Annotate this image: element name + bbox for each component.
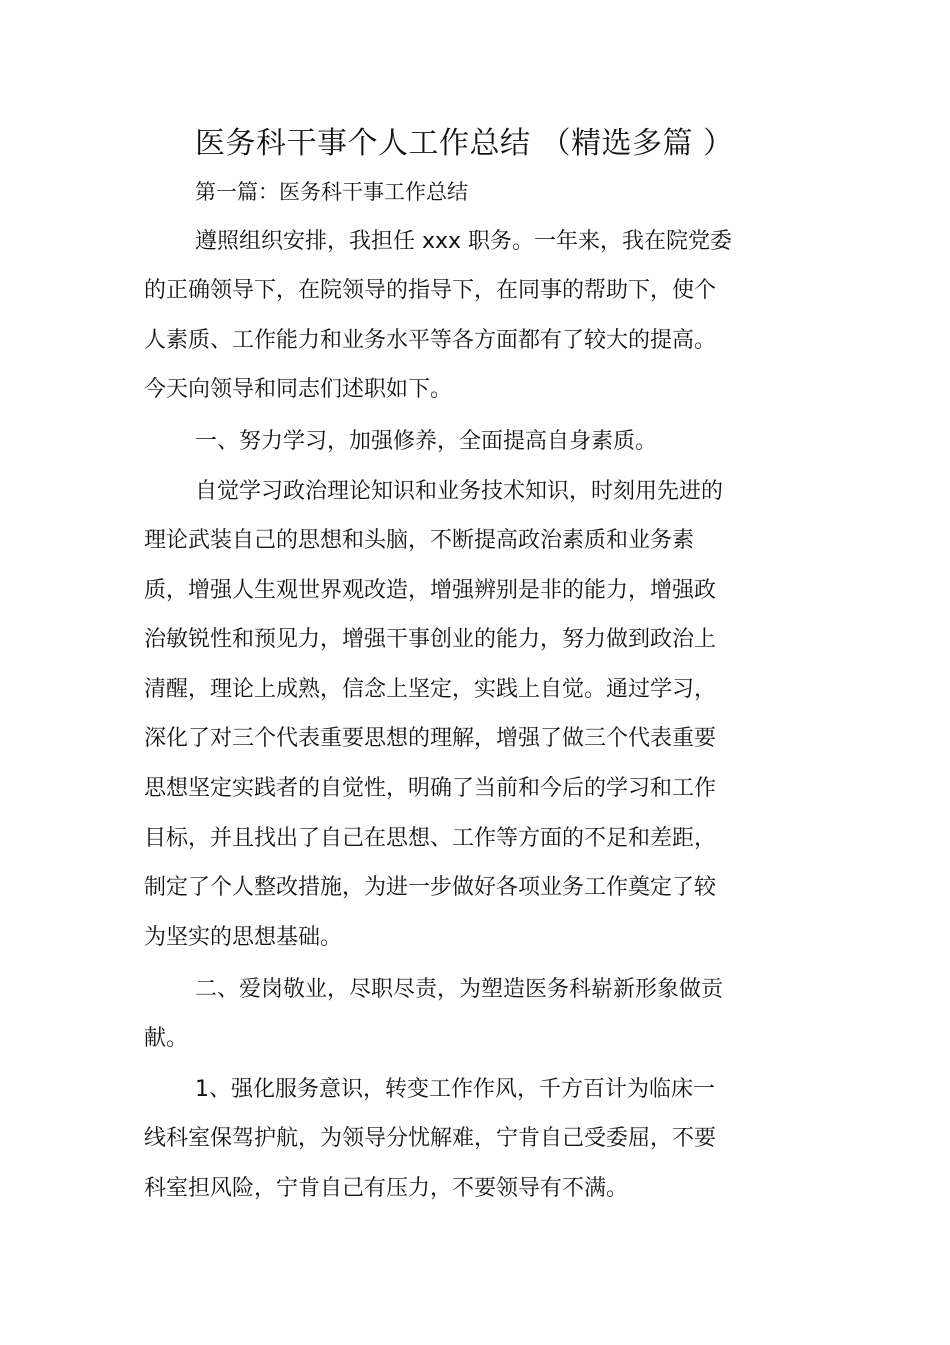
paragraph-line: 质，增强人生观世界观改造，增强辨别是非的能力，增强政 (144, 578, 717, 603)
paragraph-line: 思想坚定实践者的自觉性，明确了当前和今后的学习和工作 (144, 776, 717, 801)
section-heading: 第一篇：医务科干事工作总结 (195, 180, 468, 204)
paragraph-line: 理论武装自己的思想和头脑，不断提高政治素质和业务素 (144, 528, 695, 553)
document-title: 医务科干事个人工作总结 （精选多篇 ） (195, 126, 734, 161)
paragraph-line: 制定了个人整改措施，为进一步做好各项业务工作奠定了较 (144, 875, 717, 900)
paragraph-line: 1、强化服务意识，转变工作作风，千方百计为临床一 (195, 1077, 715, 1102)
paragraph-line: 治敏锐性和预见力，增强干事创业的能力，努力做到政治上 (144, 627, 717, 652)
paragraph-line: 线科室保驾护航，为领导分忧解难，宁肯自己受委屈，不要 (144, 1126, 717, 1151)
paragraph-line: 科室担风险，宁肯自己有压力，不要领导有不满。 (144, 1176, 629, 1201)
paragraph-line: 目标，并且找出了自己在思想、工作等方面的不足和差距， (144, 826, 717, 851)
paragraph-line: 为坚实的思想基础。 (144, 925, 343, 950)
paragraph-line: 遵照组织安排，我担任 xxx 职务。一年来，我在院党委 (195, 229, 733, 254)
section-heading-2: 二、爱岗敬业，尽职尽责，为塑造医务科崭新形象做贡 (195, 977, 724, 1002)
section-heading-1: 一、努力学习，加强修养，全面提高自身素质。 (195, 429, 658, 454)
paragraph-line: 清醒，理论上成熟，信念上坚定，实践上自觉。通过学习， (144, 677, 717, 702)
paragraph-line: 今天向领导和同志们述职如下。 (144, 377, 453, 402)
paragraph-line: 献。 (144, 1026, 189, 1051)
paragraph-line: 深化了对三个代表重要思想的理解，增强了做三个代表重要 (144, 726, 717, 751)
paragraph-line: 人素质、工作能力和业务水平等各方面都有了较大的提高。 (144, 328, 717, 353)
paragraph-line: 自觉学习政治理论知识和业务技术知识，时刻用先进的 (195, 479, 724, 504)
paragraph-line: 的正确领导下，在院领导的指导下，在同事的帮助下，使个 (144, 278, 717, 303)
